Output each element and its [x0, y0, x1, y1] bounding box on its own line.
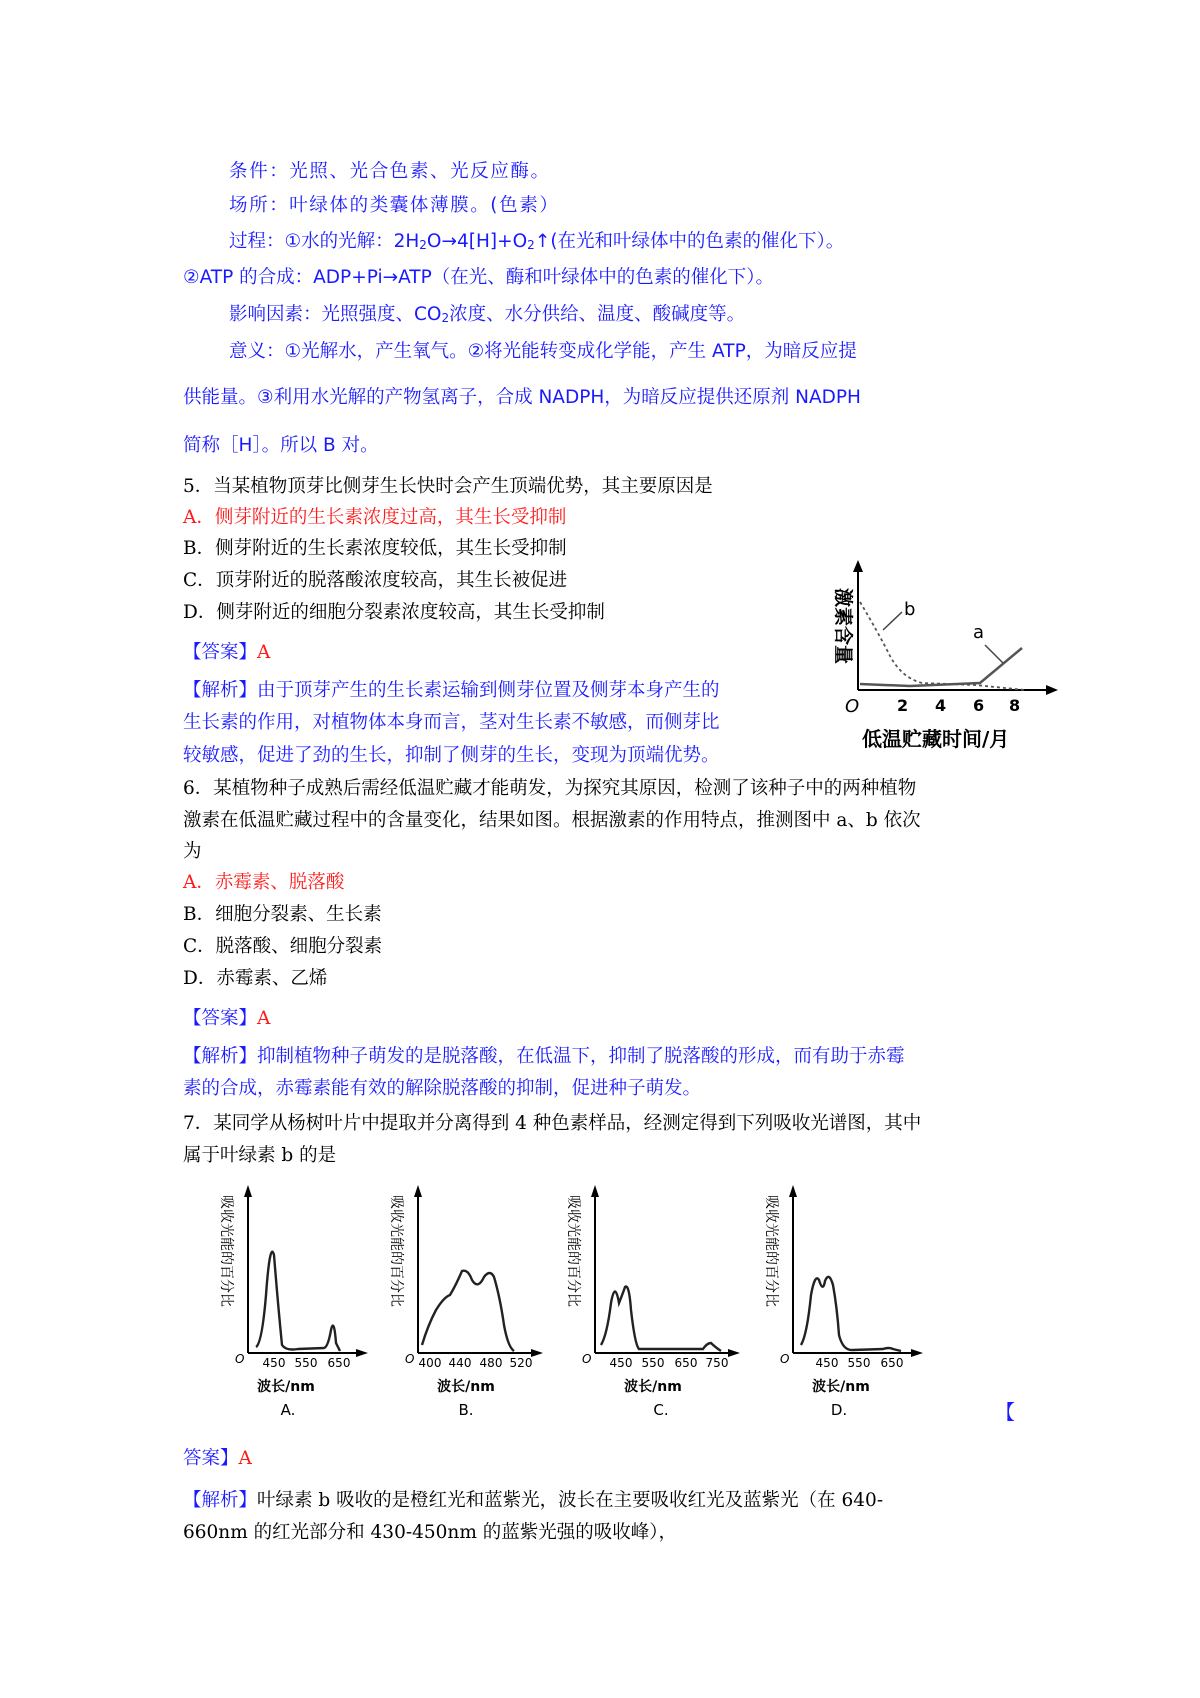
factor-text-a: 影响因素：光照强度、CO — [229, 304, 442, 325]
atp-line: ②ATP 的合成：ADP+Pi→ATP（在光、酶和叶绿体中的色素的催化下）。 — [183, 267, 775, 288]
q7-stem-2: 属于叶绿素 b 的是 — [183, 1145, 337, 1166]
hormone-chart-y-arrow — [853, 560, 863, 572]
spectrum-d-tick-550: 550 — [847, 1356, 871, 1370]
hormone-chart-curve-b — [860, 602, 1025, 690]
process-subscript-1: 2 — [419, 238, 427, 252]
q5-explanation-1 — [183, 679, 720, 703]
q5-answer-value: A — [257, 642, 271, 663]
spectrum-b-tick-480: 480 — [479, 1356, 503, 1370]
hormone-chart-leader-a — [985, 645, 1003, 663]
q6-stem-3: 为 — [183, 841, 202, 862]
hormone-chart-xlabel: 低温贮藏时间/月 — [862, 727, 1010, 751]
q5-exp-label: 【解析】 — [183, 680, 258, 701]
spectrum-c-tick-450: 450 — [609, 1356, 633, 1370]
process-text-a: 过程：①水的光解：2H — [229, 231, 420, 252]
q6-option-a: A．赤霉素、脱落酸 — [183, 872, 345, 893]
q6-answer-value: A — [257, 1008, 271, 1029]
q6-stem-1: 6．某植物种子成熟后需经低温贮藏才能萌发，为探究其原因，检测了该种子中的两种植物 — [183, 778, 917, 799]
q5-option-c: C．顶芽附近的脱落酸浓度较高，其生长被促进 — [183, 570, 568, 591]
q6-answer — [183, 1007, 270, 1031]
spectrum-b-tick-400: 400 — [418, 1356, 442, 1370]
q5-answer — [183, 641, 270, 665]
hormone-chart-ylabel: 激素含量 — [832, 588, 854, 665]
spectrum-b-tick-520: 520 — [509, 1356, 533, 1370]
factor-text-c: 浓度、水分供给、温度、酸碱度等。 — [449, 304, 746, 325]
spectrum-b-x-arrow — [531, 1349, 543, 1357]
q5-explanation-3: 较敏感，促进了劲的生长，抑制了侧芽的生长，变现为顶端优势。 — [183, 745, 720, 766]
spectrum-c-curve — [601, 1286, 721, 1351]
spectrum-d-x-arrow — [911, 1349, 923, 1357]
spectrum-d-origin: O — [780, 1352, 790, 1366]
q6-explanation-2: 素的合成，赤霉素能有效的解除脱落酸的抑制，促进种子萌发。 — [183, 1078, 702, 1099]
condition-line: 条件：光照、光合色素、光反应酶。 — [229, 161, 551, 182]
factor-subscript: 2 — [441, 311, 450, 325]
hormone-chart-label-b: b — [904, 599, 916, 620]
q6-option-b: B．细胞分裂素、生长素 — [183, 904, 382, 925]
spectrum-c-tick-750: 750 — [705, 1356, 729, 1370]
spectrum-d-tick-450: 450 — [815, 1356, 839, 1370]
q7-answer-label: 答案】 — [183, 1448, 239, 1469]
q6-exp-text: 抑制植物种子萌发的是脱落酸，在低温下，抑制了脱落酸的形成，而有助于赤霉 — [257, 1046, 905, 1067]
spectrum-a-xlabel: 波长/nm — [257, 1379, 315, 1395]
spectrum-c-label: C. — [653, 1401, 669, 1419]
hormone-chart-x-arrow — [1046, 685, 1058, 695]
spectrum-c-ylabel: 吸收光能的百分比 — [565, 1195, 581, 1307]
q7-answer-bracket: 【 — [995, 1400, 1015, 1424]
hormone-chart-tick-4: 4 — [935, 696, 947, 715]
hormone-chart-origin: O — [845, 696, 860, 717]
spectrum-a-x-arrow — [356, 1349, 368, 1357]
q6-option-d: D．赤霉素、乙烯 — [183, 968, 328, 989]
spectrum-d-xlabel: 波长/nm — [812, 1379, 870, 1395]
process-subscript-2: 2 — [527, 238, 535, 252]
q5-option-b: B．侧芽附近的生长素浓度较低，其生长受抑制 — [183, 538, 567, 559]
spectrum-b-ylabel: 吸收光能的百分比 — [388, 1195, 404, 1307]
q6-answer-label: 【答案】 — [183, 1008, 258, 1029]
spectrum-chart-b — [378, 1185, 543, 1420]
spectrum-c-tick-550: 550 — [641, 1356, 665, 1370]
spectrum-a-ylabel: 吸收光能的百分比 — [218, 1195, 234, 1307]
q5-explanation-2: 生长素的作用，对植物体本身而言，茎对生长素不敏感，而侧芽比 — [183, 712, 720, 733]
q6-exp-label: 【解析】 — [183, 1046, 258, 1067]
spectrum-d-curve — [801, 1277, 901, 1351]
spectrum-chart-a — [208, 1185, 368, 1420]
location-line: 场所：叶绿体的类囊体薄膜。(色素） — [229, 195, 560, 216]
meaning-line-1: 意义：①光解水，产生氧气。②将光能转变成化学能，产生 ATP，为暗反应提 — [229, 341, 857, 362]
q5-option-a: A．侧芽附近的生长素浓度过高，其生长受抑制 — [183, 507, 567, 528]
spectrum-a-label: A. — [280, 1401, 296, 1419]
hormone-chart-tick-2: 2 — [897, 696, 909, 715]
q7-exp-text: 叶绿素 b 吸收的是橙红光和蓝紫光，波长在主要吸收红光及蓝紫光（在 640- — [257, 1490, 884, 1511]
hormone-chart-label-a: a — [973, 622, 985, 643]
q7-explanation-2: 660nm 的红光部分和 430-450nm 的蓝紫光强的吸收峰）， — [183, 1522, 677, 1543]
spectrum-a-tick-650: 650 — [327, 1356, 351, 1370]
spectrum-d-tick-650: 650 — [880, 1356, 904, 1370]
spectrum-b-label: B. — [458, 1401, 474, 1419]
spectrum-a-y-arrow — [244, 1185, 252, 1197]
spectrum-b-origin: O — [405, 1352, 415, 1366]
hormone-chart-tick-8: 8 — [1009, 696, 1021, 715]
hormone-chart — [810, 560, 1060, 760]
q6-option-c: C．脱落酸、细胞分裂素 — [183, 936, 383, 957]
spectrum-a-curve — [256, 1252, 340, 1351]
process-text-e: ↑(在光和叶绿体中的色素的催化下）。 — [534, 231, 845, 252]
meaning-line-3: 简称［H］。所以 B 对。 — [183, 435, 379, 456]
hormone-chart-curve-a — [860, 648, 1022, 686]
spectrum-chart-c — [555, 1185, 740, 1420]
spectrum-b-curve — [422, 1271, 514, 1351]
process-line — [229, 230, 844, 257]
q7-exp-label: 【解析】 — [183, 1490, 258, 1511]
q6-stem-2: 激素在低温贮藏过程中的含量变化，结果如图。根据激素的作用特点，推测图中 a、b 依次 — [183, 810, 921, 831]
process-text-c: O→4[H]+O — [426, 231, 528, 252]
q7-answer — [183, 1447, 252, 1471]
meaning-line-2: 供能量。③利用水光解的产物氢离子，合成 NADPH，为暗反应提供还原剂 NADPH — [183, 387, 861, 408]
spectrum-c-x-arrow — [728, 1349, 740, 1357]
spectrum-a-origin: O — [235, 1352, 245, 1366]
spectrum-a-tick-450: 450 — [262, 1356, 286, 1370]
q6-explanation-1 — [183, 1045, 905, 1069]
spectrum-a-tick-550: 550 — [294, 1356, 318, 1370]
q7-stem-1: 7．某同学从杨树叶片中提取并分离得到 4 种色素样品，经测定得到下列吸收光谱图，其中 — [183, 1113, 922, 1134]
spectrum-d-label: D. — [830, 1401, 848, 1419]
factor-line — [229, 303, 745, 330]
spectrum-d-ylabel: 吸收光能的百分比 — [763, 1195, 779, 1307]
hormone-chart-tick-6: 6 — [973, 696, 985, 715]
spectrum-b-y-arrow — [414, 1185, 422, 1197]
q7-explanation-1 — [183, 1489, 883, 1513]
spectrum-d-y-arrow — [789, 1185, 797, 1197]
spectrum-c-tick-650: 650 — [674, 1356, 698, 1370]
q7-answer-value: A — [238, 1448, 252, 1469]
spectrum-c-origin: O — [582, 1352, 592, 1366]
spectrum-b-tick-440: 440 — [448, 1356, 472, 1370]
spectrum-chart-d — [753, 1185, 923, 1420]
spectrum-c-y-arrow — [591, 1185, 599, 1197]
spectrum-c-xlabel: 波长/nm — [624, 1379, 682, 1395]
q5-answer-label: 【答案】 — [183, 642, 258, 663]
hormone-chart-leader-b — [883, 612, 902, 630]
q5-option-d: D．侧芽附近的细胞分裂素浓度较高，其生长受抑制 — [183, 602, 605, 623]
q5-stem: 5．当某植物顶芽比侧芽生长快时会产生顶端优势，其主要原因是 — [183, 476, 713, 497]
spectrum-b-xlabel: 波长/nm — [437, 1379, 495, 1395]
q5-exp-text: 由于顶芽产生的生长素运输到侧芽位置及侧芽本身产生的 — [257, 680, 720, 701]
